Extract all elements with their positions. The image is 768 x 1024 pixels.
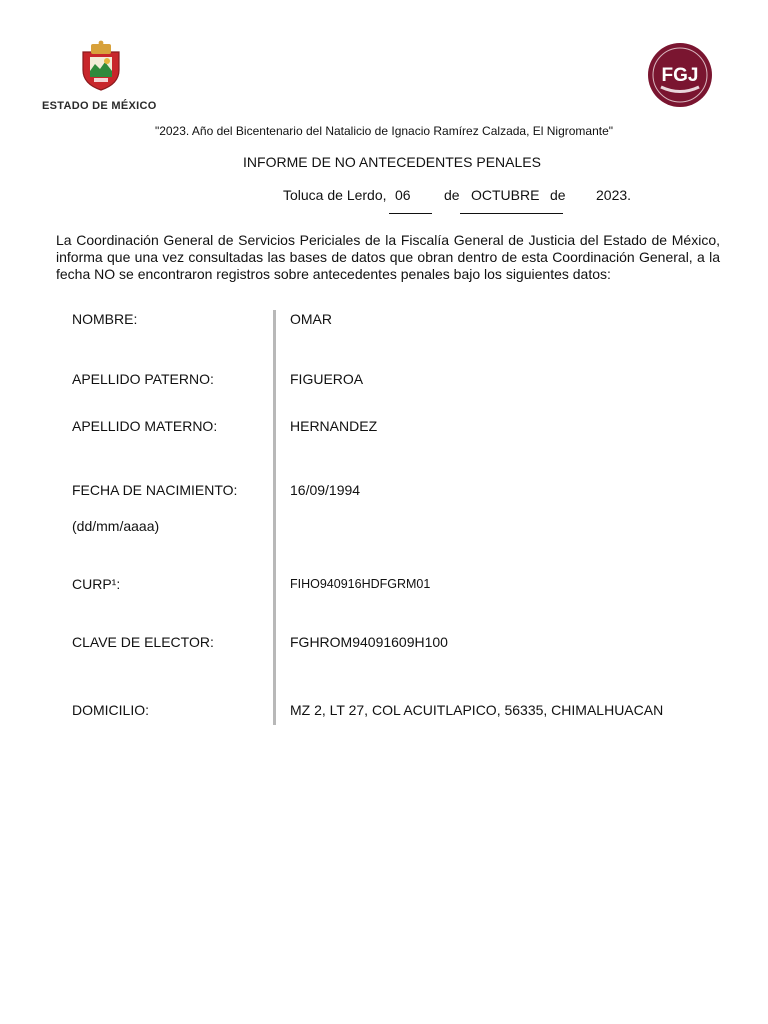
document-title: INFORME DE NO ANTECEDENTES PENALES [243,154,541,170]
domicilio-label: DOMICILIO: [72,702,150,718]
date-de-1: de [444,187,460,203]
nombre-label: NOMBRE: [72,311,138,327]
fecha-format-hint: (dd/mm/aaaa) [72,518,160,534]
apellido-paterno-label: APELLIDO PATERNO: [72,371,214,387]
intro-paragraph: La Coordinación General de Servicios Periciales de la Fiscalía General de Justicia del Estado de México, informa que una vez consultadas las bases de datos que obran dentro de esta Coordinación General, a la fecha NO se encontraron registros sobre antecedentes penales bajo los siguientes datos: [56,232,720,282]
nombre-value: OMAR [290,311,332,327]
date-month: OCTUBRE [471,187,540,203]
date-de-2: de [550,187,566,203]
fecha-nacimiento-label: FECHA DE NACIMIENTO: [72,482,238,498]
day-underline [389,213,432,214]
apellido-materno-label: APELLIDO MATERNO: [72,418,218,434]
fecha-nacimiento-value: 16/09/1994 [290,482,361,498]
clave-elector-label: CLAVE DE ELECTOR: [72,634,214,650]
apellido-materno-value: HERNANDEZ [290,418,378,434]
apellido-paterno-value: FIGUEROA [290,371,364,387]
clave-elector-value: FGHROM94091609H100 [290,634,448,650]
estado-de-mexico-caption: ESTADO DE MÉXICO [42,100,157,112]
month-underline [460,213,563,214]
estado-de-mexico-seal-logo [77,38,125,92]
year-motto: "2023. Año del Bicentenario del Natalicio de Ignacio Ramírez Calzada, El Nigromante" [154,124,614,138]
date-year: 2023. [596,187,632,203]
field-divider [273,310,276,725]
date-day: 06 [395,187,411,203]
curp-label: CURP¹: [72,576,121,592]
domicilio-value: MZ 2, LT 27, COL ACUITLAPICO, 56335, CHIMALHUACAN [290,702,664,718]
fgj-logo [647,42,713,108]
curp-value: FIHO940916HDFGRM01 [290,577,431,591]
date-place: Toluca de Lerdo, [283,187,387,203]
fgj-logo-text: FGJ [661,65,699,86]
